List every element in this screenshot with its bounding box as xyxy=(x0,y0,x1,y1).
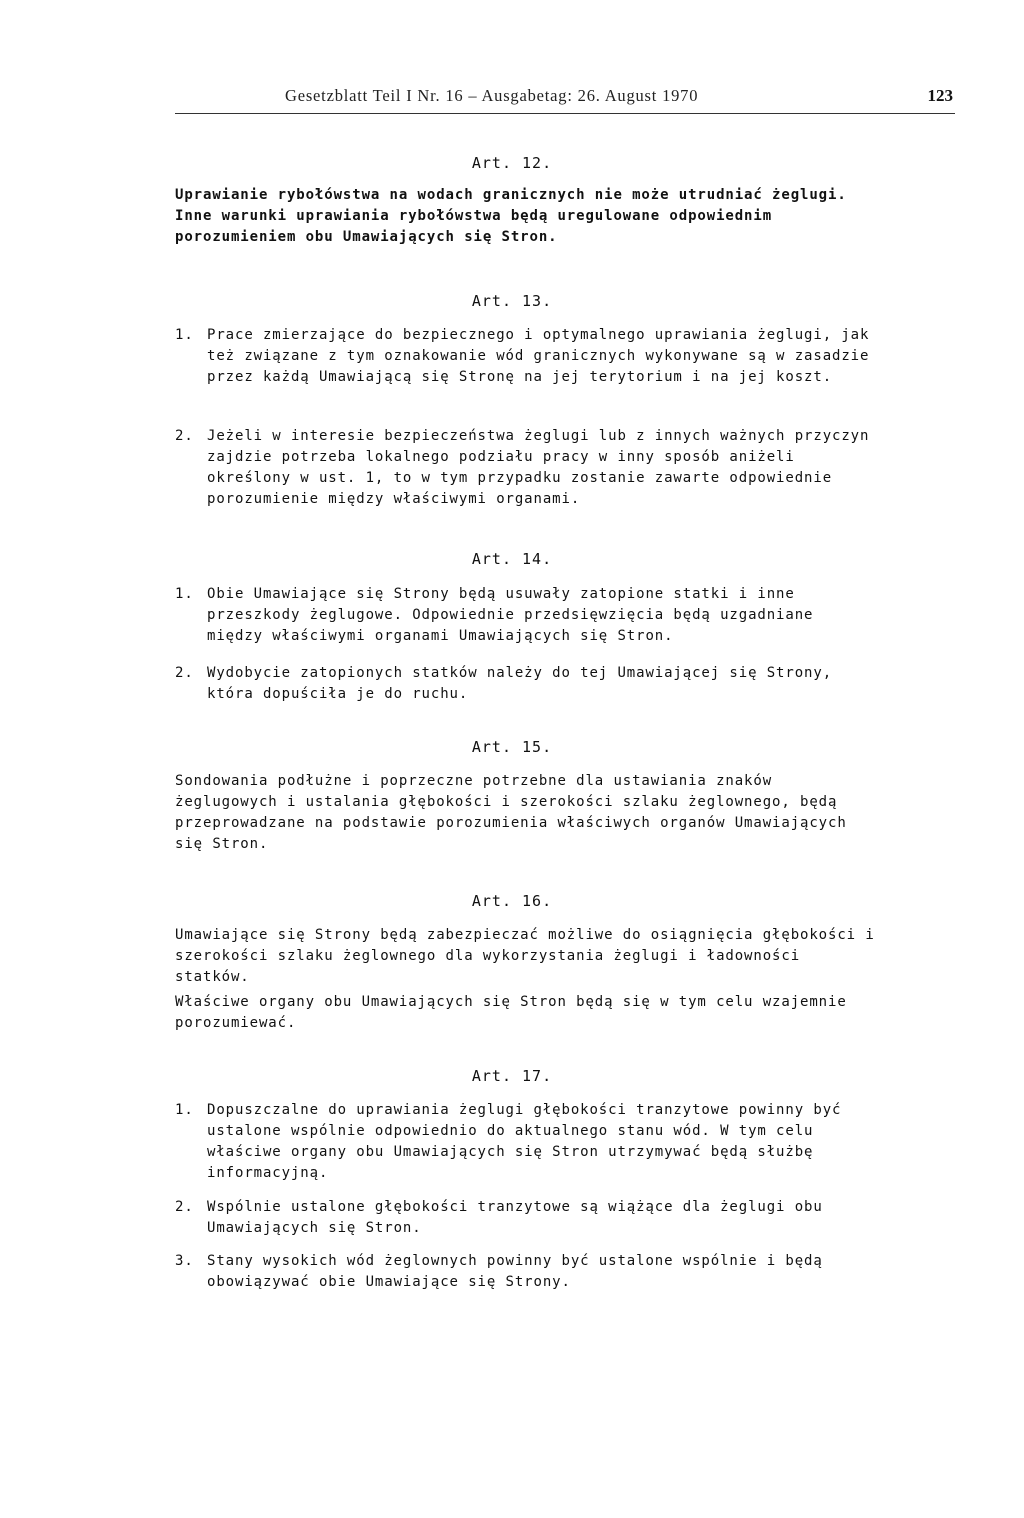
article-12-heading: Art. 12. xyxy=(471,154,553,172)
item-text: Dopuszczalne do uprawiania żeglugi głębokości tranzytowe powinny być ustalone wspólnie odpowiednio do aktualnego stanu wód. W tym celu właściwe organy obu Umawiających się Stron utrzymywać będą służbę informacyjną. xyxy=(207,1102,842,1181)
article-16-heading: Art. 16. xyxy=(471,892,553,910)
article-14-heading: Art. 14. xyxy=(471,550,553,568)
header-rule xyxy=(175,113,955,114)
item-number: 2. xyxy=(175,665,194,681)
item-number: 1. xyxy=(175,586,194,602)
article-16-text: Umawiające się Strony będą zabezpieczać możliwe do osiągnięcia głębokości i szerokości szlaku żeglownego dla wykorzystania żeglugi i ładowności statków. xyxy=(175,927,875,985)
item-text: Stany wysokich wód żeglownych powinny być ustalone wspólnie i będą obowiązywać obie Umawiające się Strony. xyxy=(207,1253,823,1290)
item-number: 2. xyxy=(175,428,194,444)
item-text: Prace zmierzające do bezpiecznego i optymalnego uprawiania żeglugi, jak też związane z tym oznakowanie wód granicznych wykonywane są w zasadzie przez każdą Umawiającą się Stronę na jej terytorium i na jej koszt. xyxy=(207,327,870,385)
item-text: Wydobycie zatopionych statków należy do tej Umawiającej się Strony, która dopuściła je do ruchu. xyxy=(207,665,833,702)
article-13-heading: Art. 13. xyxy=(471,292,553,310)
article-15-heading: Art. 15. xyxy=(471,738,553,756)
item-number: 1. xyxy=(175,327,194,343)
header-title: Gesetzblatt Teil I Nr. 16 – Ausgabetag: 26. August 1970 xyxy=(285,86,699,105)
article-16-text-2: Właściwe organy obu Umawiających się Stron będą się w tym celu wzajemnie porozumiewać. xyxy=(175,994,847,1031)
page-number: 123 xyxy=(927,86,953,105)
item-number: 2. xyxy=(175,1199,194,1215)
item-text: Jeżeli w interesie bezpieczeństwa żeglugi lub z innych ważnych przyczyn zajdzie potrzeba lokalnego podziału pracy w inny sposób aniżeli określony w ust. 1, to w tym przypadku zostanie zawarte odpowiednie porozumienie między właściwymi organami. xyxy=(207,428,870,507)
article-12-text: Uprawianie rybołówstwa na wodach granicznych nie może utrudniać żeglugi. Inne warunki uprawiania rybołówstwa będą uregulowane odpowiednim porozumieniem obu Umawiających się Stron. xyxy=(175,187,847,245)
item-number: 1. xyxy=(175,1102,194,1118)
article-17-heading: Art. 17. xyxy=(471,1067,553,1085)
page-header xyxy=(175,86,955,112)
article-15-text: Sondowania podłużne i poprzeczne potrzebne dla ustawiania znaków żeglugowych i ustalania głębokości i szerokości szlaku żeglownego, będą przeprowadzane na podstawie porozumienia właściwych organów Umawiających się Stron. xyxy=(175,773,847,852)
item-text: Obie Umawiające się Strony będą usuwały zatopione statki i inne przeszkody żeglugowe. Odpowiednie przedsięwzięcia będą uzgadniane między właściwymi organami Umawiających się Stron. xyxy=(207,586,814,644)
item-number: 3. xyxy=(175,1253,194,1269)
item-text: Wspólnie ustalone głębokości tranzytowe są wiążące dla żeglugi obu Umawiających się Stron. xyxy=(207,1199,823,1236)
